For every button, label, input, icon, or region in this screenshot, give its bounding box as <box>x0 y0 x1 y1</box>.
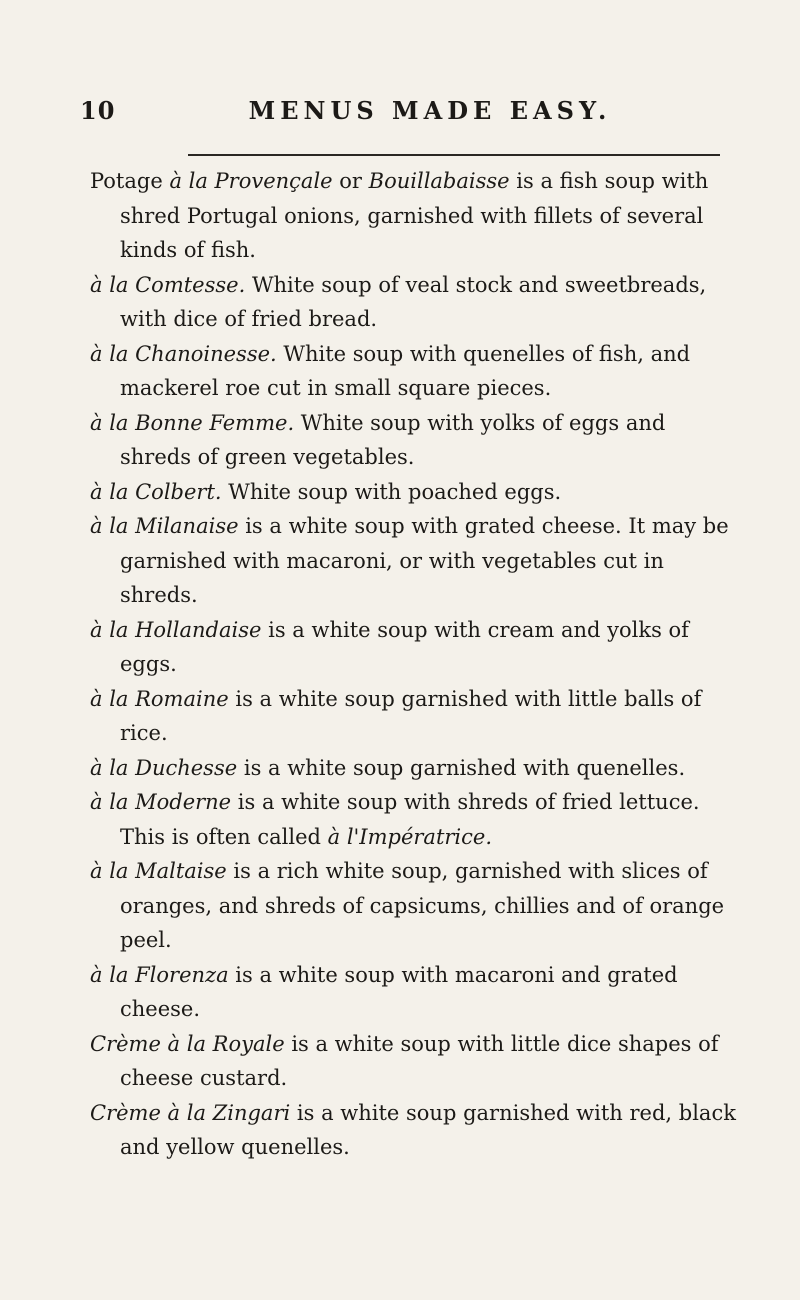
list-item: Potage à la Provençale or Bouillabaisse is a fish soup with shred Portugal onions, garnished with fillets of several kinds of fish. <box>90 169 709 262</box>
list-item <box>90 475 740 510</box>
list-item <box>90 785 740 854</box>
dish-name: Crème à la Zingari <box>90 1100 291 1125</box>
dish-description: is a white soup with little dice shapes of cheese custard. <box>120 1031 719 1090</box>
dish-name: à la Chanoinesse. <box>90 341 277 366</box>
list-item <box>90 751 740 786</box>
dish-name: à la Comtesse. <box>90 272 246 297</box>
soup-list <box>90 164 740 1165</box>
dish-name: à la Romaine <box>90 686 229 711</box>
list-item <box>90 682 740 751</box>
dish-name-alt: Bouillabaisse <box>368 169 510 193</box>
dish-name: à la Hollandaise <box>90 617 262 642</box>
dish-alias: à l'Impératrice. <box>327 824 493 849</box>
list-item <box>90 406 740 475</box>
dish-description: is a fish soup with shred Portugal onions, garnished with fillets of several kinds of fish. <box>120 169 709 262</box>
dish-description: is a white soup garnished with quenelles. <box>237 755 686 780</box>
dish-description: is a white soup with shreds of fried lettuce. This is often called <box>120 790 700 849</box>
dish-name: à la Moderne <box>90 790 232 814</box>
page-number: 10 <box>80 96 116 125</box>
list-item <box>90 268 740 337</box>
running-title: MENUS MADE EASY. <box>248 96 612 125</box>
dish-description: is a white soup garnished with little balls of rice. <box>120 686 702 745</box>
dish-description: is a white soup garnished with red, black and yellow quenelles. <box>120 1100 736 1159</box>
dish-name: à la Milanaise <box>90 514 239 538</box>
dish-description: is a white soup with cream and yolks of eggs. <box>120 617 689 676</box>
dish-description: White soup of veal stock and sweetbreads, with dice of fried bread. <box>120 272 707 331</box>
dish-description: is a white soup with grated cheese. It may be garnished with macaroni, or with vegetables cut in shreds. <box>120 514 729 607</box>
dish-description: White soup with poached eggs. <box>221 479 562 504</box>
dish-name: à la Bonne Femme. <box>90 410 295 435</box>
dish-description: is a white soup with macaroni and grated cheese. <box>120 962 678 1021</box>
dish-name: à la Duchesse <box>90 755 238 780</box>
dish-name: à la Provençale <box>169 169 333 193</box>
dish-description: White soup with yolks of eggs and shreds of green vegetables. <box>120 410 666 469</box>
list-item <box>90 613 740 682</box>
list-item <box>90 1027 740 1096</box>
header-rule <box>188 154 720 156</box>
dish-name: Crème à la Royale <box>90 1031 285 1056</box>
dish-name: à la Colbert. <box>90 479 222 504</box>
list-item <box>90 337 740 406</box>
list-item <box>90 509 740 613</box>
dish-description: is a rich white soup, garnished with slices of oranges, and shreds of capsicums, chillies and of orange peel. <box>120 859 725 952</box>
dish-name: à la Maltaise <box>90 859 227 883</box>
page-header <box>80 96 740 136</box>
dish-name: à la Florenza <box>90 962 229 987</box>
dish-description: White soup with quenelles of fish, and mackerel roe cut in small square pieces. <box>120 341 691 400</box>
list-item <box>90 854 740 958</box>
list-item <box>90 1096 740 1165</box>
list-item <box>90 958 740 1027</box>
